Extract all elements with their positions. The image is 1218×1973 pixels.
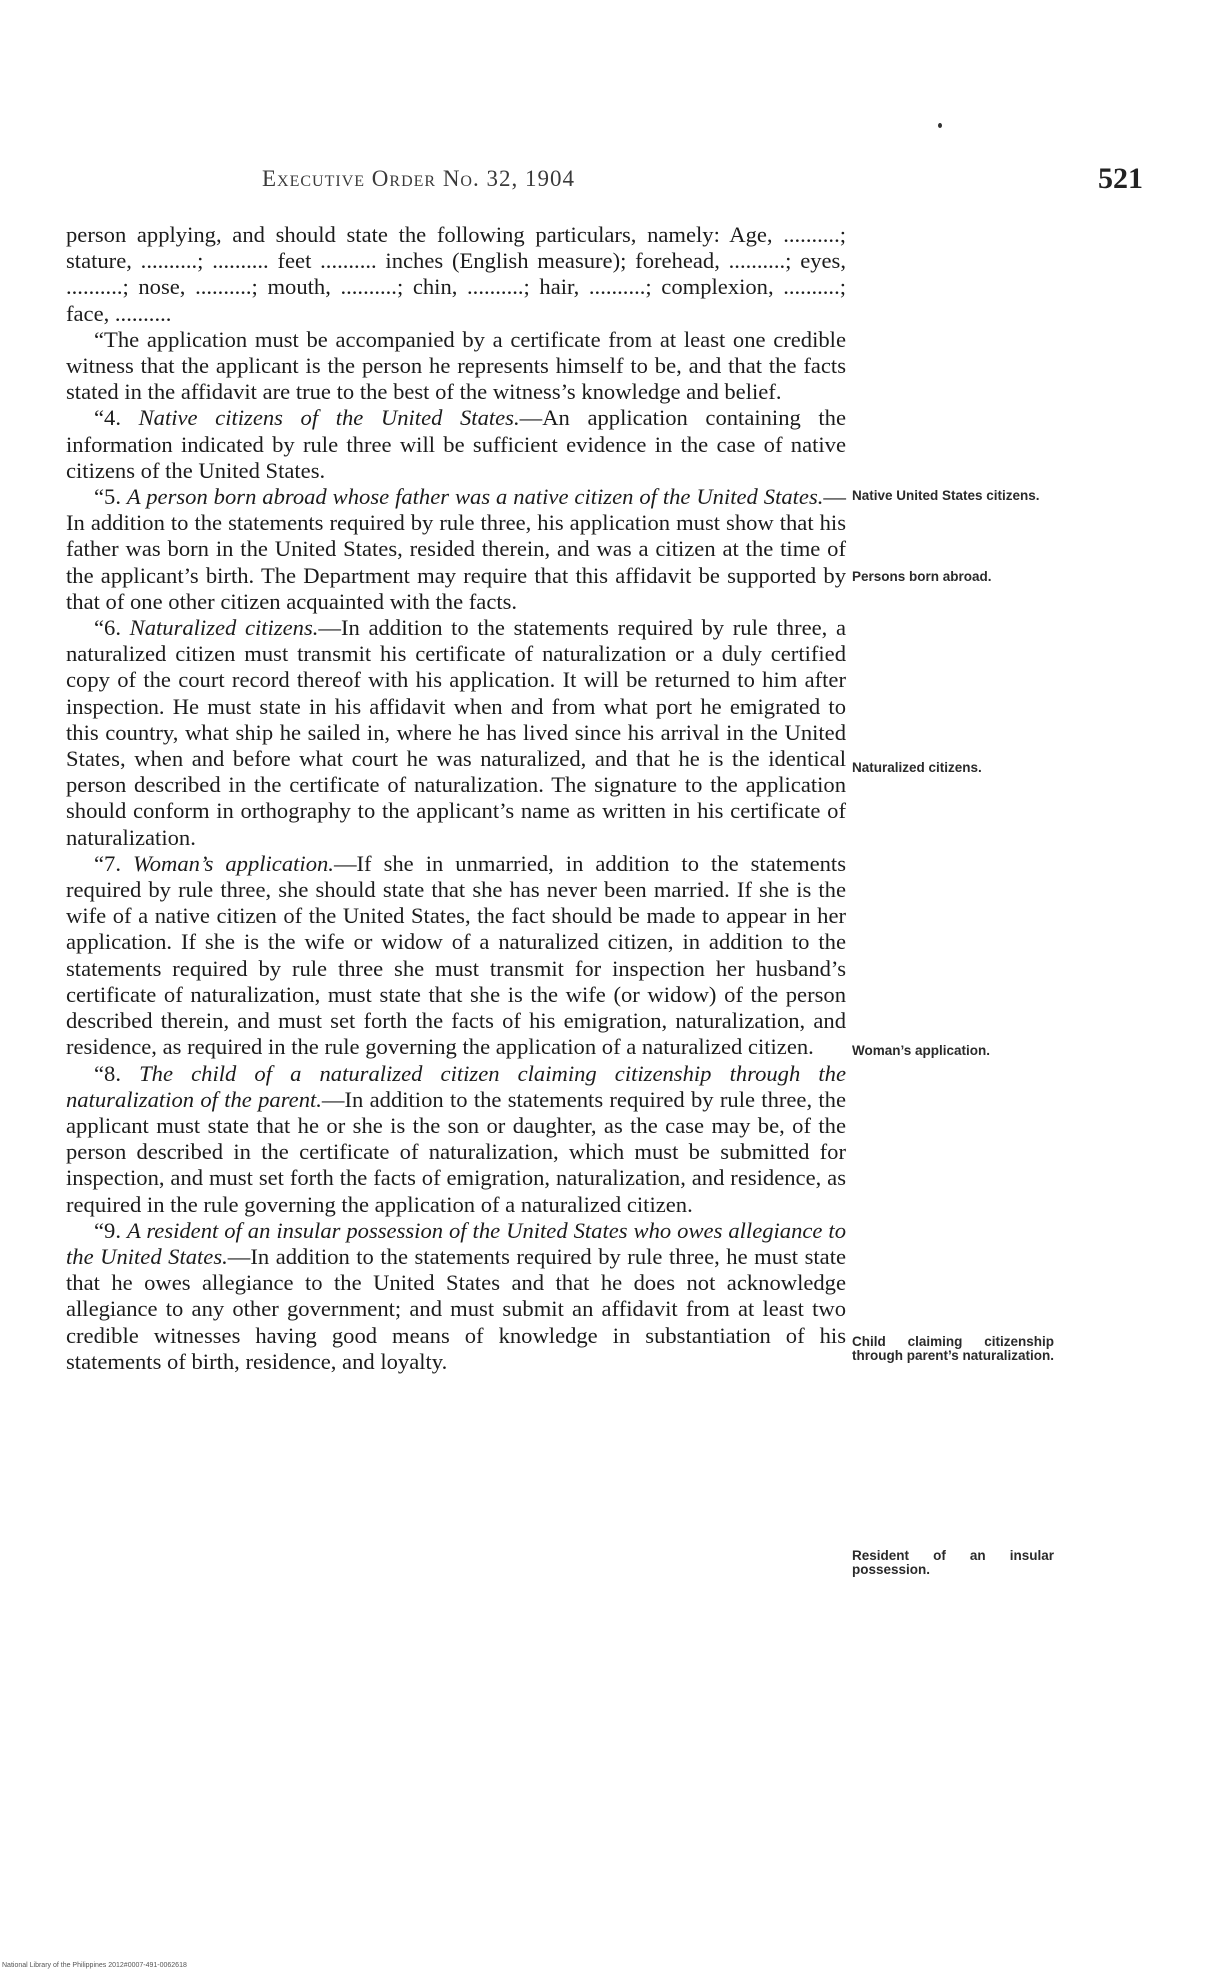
rule-number: “5. [94, 484, 121, 510]
running-head: Executive Order No. 32, 1904 [262, 166, 575, 191]
rule-number: “4. [94, 405, 121, 431]
rule-title: Woman’s application. [133, 850, 334, 876]
scan-source-note: National Library of the Philippines 2012#0007-491-0062618 [2, 1962, 187, 1969]
ink-speck [938, 123, 942, 128]
paragraph-rule-7 [66, 851, 846, 1061]
rule-number: “8. [94, 1060, 121, 1086]
paragraph-rule-4 [66, 405, 846, 484]
margin-note-naturalized: Naturalized citizens. [852, 760, 982, 775]
rule-text: —An application containing the information indicated by rule three will be sufficient evidence in the case of native citizens of the United States. [66, 405, 847, 483]
rule-title: A person born abroad whose father was a native citizen of the United States. [126, 484, 824, 510]
margin-note-woman-application: Woman’s application. [852, 1043, 991, 1058]
margin-note-insular-resident: Resident of an insular possession. [852, 1548, 1054, 1577]
body-text [66, 222, 846, 1375]
paragraph-particulars: person applying, and should state the following particulars, namely: Age, ..........; stature, ..........; .......... feet .......... inches (English measure); forehead, ..........; eyes, ..........; nose, ..........; mouth, ..........; chin, ..........; hair, ..........; complexion, ..........; face, .......... [66, 222, 846, 326]
margin-note-child-claiming: Child claiming citizenship through parent’s naturalization. [852, 1334, 1055, 1363]
rule-title: Naturalized citizens. [129, 615, 319, 641]
margin-note-native-citizens: Native United States citizens. [852, 488, 1040, 503]
margin-note-born-abroad: Persons born abroad. [852, 569, 992, 584]
paragraph-rule-8 [66, 1061, 846, 1218]
rule-text: —In addition to the statements required by rule three, he must state that he owes allegiance to the United States and that he does not acknowledge allegiance to any other government; and must submit an affidavit from at least two credible witnesses having good means of knowledge in substantiation of his statements of birth, residence, and loyalty. [66, 1243, 846, 1374]
rule-title: A resident of an insular possession of the United States who owes allegiance to the United States. [66, 1217, 846, 1269]
paragraph-rule-5 [66, 484, 846, 615]
rule-text: —In addition to the statements required by rule three, his application must show that his father was born in the United States, resided therein, and was a citizen at the time of the applicant’s birth. The Department may require that this affidavit be supported by that of one other citizen acquainted with the facts. [66, 484, 846, 614]
page-number: 521 [1098, 162, 1143, 195]
paragraph-rule-9 [66, 1218, 846, 1375]
rule-number: “7. [94, 850, 121, 876]
rule-number: “6. [94, 615, 121, 641]
rule-text: —In addition to the statements required by rule three, a naturalized citizen must transmit his certificate of naturalization or a duly certified copy of the court record thereof with his application. It will be returned to him after inspection. He must state in his affidavit when and from what port he emigrated to this country, what ship he sailed in, where he has lived since his arrival in the United States, when and before what court he was naturalized, and that he is the identical person described in the certificate of naturalization. The signature to the application should conform in orthography to the applicant’s name as written in his certificate of naturalization. [66, 615, 846, 850]
paragraph-certificate: “The application must be accompanied by a certificate from at least one credible witness that the applicant is the person he represents himself to be, and that the facts stated in the affidavit are true to the best of the witness’s knowledge and belief. [66, 326, 846, 405]
rule-number: “9. [94, 1217, 121, 1243]
paragraph-rule-6 [66, 615, 846, 851]
rule-title: Native citizens of the United States. [138, 405, 520, 431]
rule-title: The child of a naturalized citizen claiming citizenship through the naturalization of the parent. [66, 1060, 846, 1112]
rule-text: —In addition to the statements required by rule three, the applicant must state that he or she is the son or daughter, as the case may be, of the person described in the certificate of naturalization, which must be submitted for inspection, and must set forth the facts of emigration, naturalization, and residence, as required in the rule governing the application of a naturalized citizen. [66, 1086, 846, 1217]
rule-text: —If she in unmarried, in addition to the statements required by rule three, she should state that she has never been married. If she is the wife of a native citizen of the United States, the fact should be made to appear in her application. If she is the wife or widow of a naturalized citizen, in addition to the statements required by rule three she must transmit for inspection her husband’s certificate of naturalization, must state that she is the wife (or widow) of the person described therein, and must set forth the facts of his emigration, naturalization, and residence, as required in the rule governing the application of a naturalized citizen. [66, 850, 846, 1060]
